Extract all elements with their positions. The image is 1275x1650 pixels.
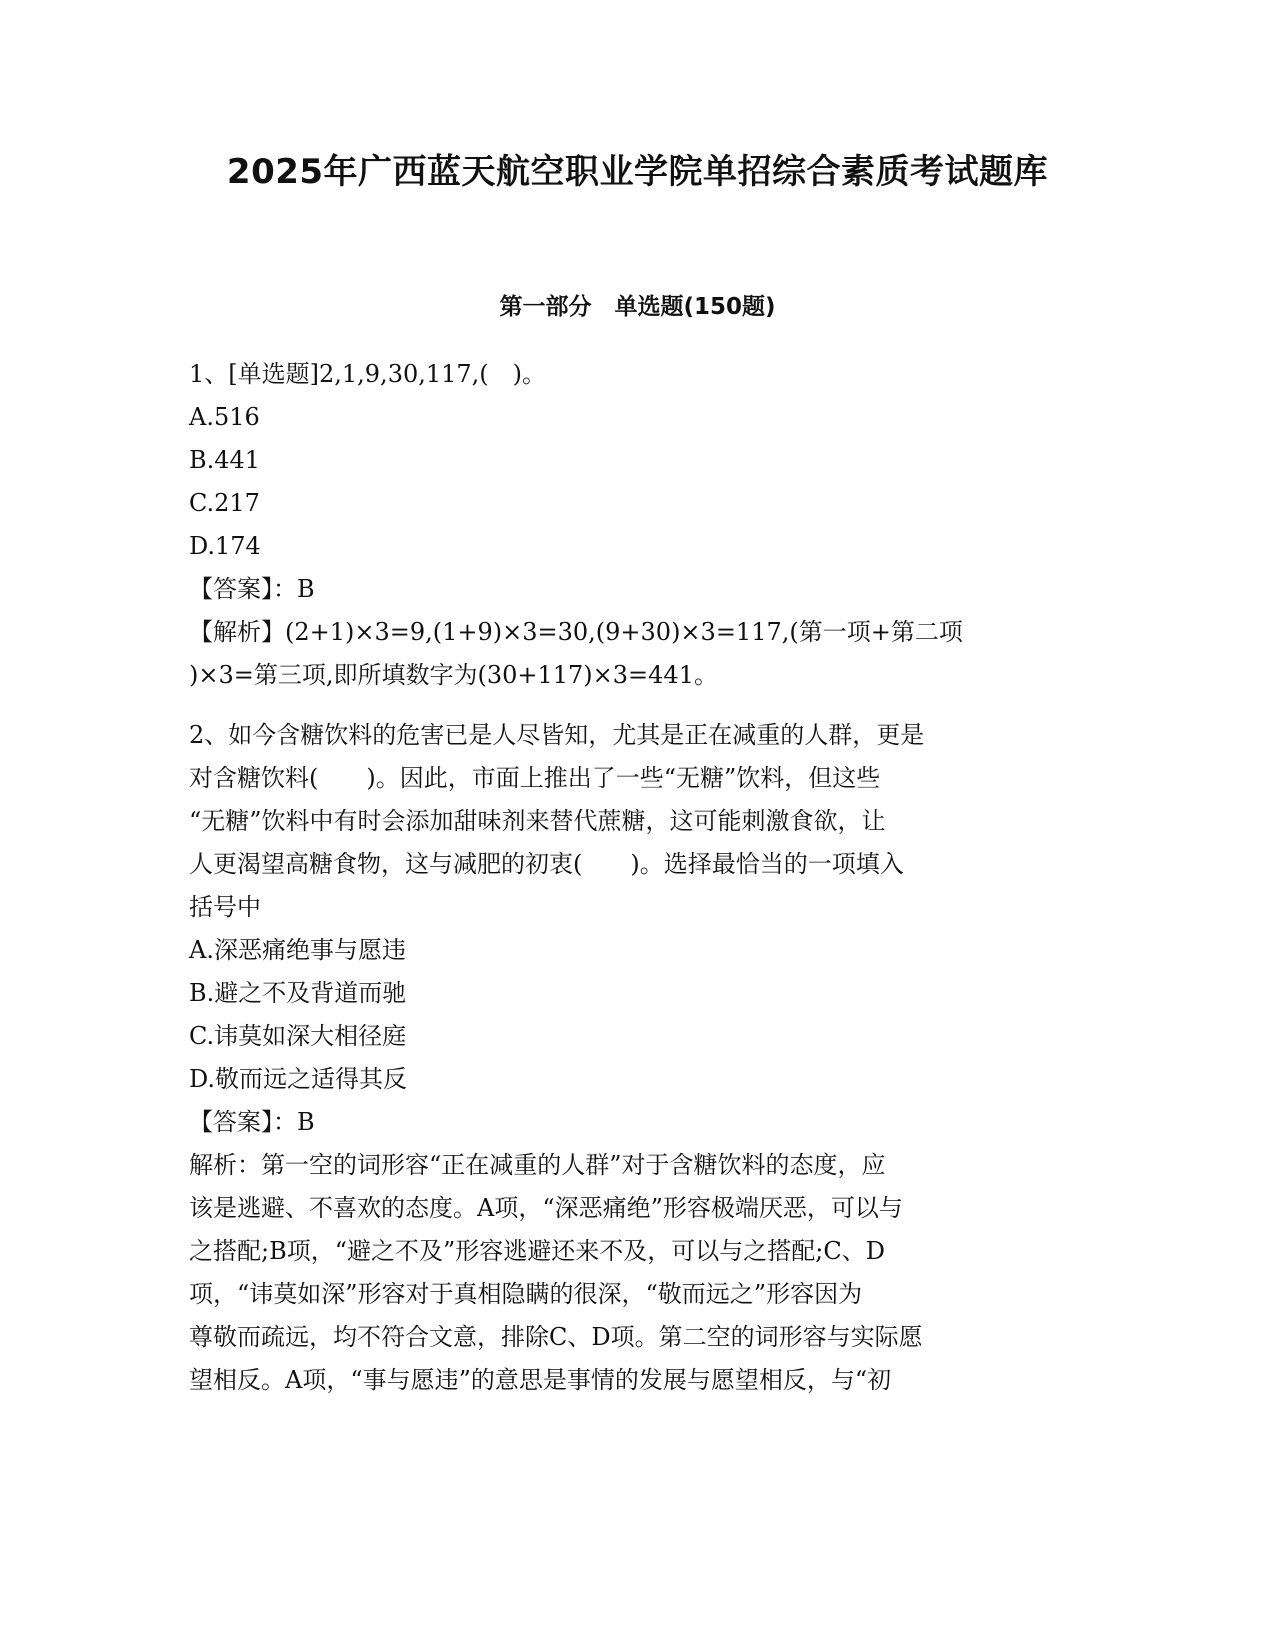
analysis-line: 【解析】(2+1)×3=9,(1+9)×3=30,(9+30)×3=117,(第一项+第二项 — [189, 618, 963, 646]
question-stem: 2、如今含糖饮料的危害已是人尽皆知，尤其是正在减重的人群，更是 — [189, 721, 925, 749]
question-stem: 人更渴望高糖食物，这与减肥的初衷( )。选择最恰当的一项填入 — [189, 850, 904, 878]
option-b: B.避之不及背道而驰 — [189, 979, 407, 1007]
analysis-line: )×3=第三项,即所填数字为(30+117)×3=441。 — [189, 661, 718, 689]
option-d: D.敬而远之适得其反 — [189, 1065, 408, 1093]
answer-line: 【答案】：B — [189, 1108, 315, 1136]
option-b: B.441 — [189, 446, 261, 474]
question-stem: “无糖”饮料中有时会添加甜味剂来替代蔗糖，这可能刺激食欲，让 — [189, 807, 886, 835]
option-a: A.深恶痛绝事与愿违 — [189, 936, 406, 964]
analysis-line: 尊敬而疏远，均不符合文意，排除C、D项。第二空的词形容与实际愿 — [189, 1323, 923, 1351]
document-title: 2025年广西蓝天航空职业学院单招综合素质考试题库 — [226, 152, 1049, 192]
question-2 — [189, 714, 1089, 1402]
answer-line: 【答案】：B — [189, 575, 315, 603]
analysis-line: 解析：第一空的词形容“正在减重的人群”对于含糖饮料的态度，应 — [189, 1151, 886, 1179]
analysis-line: 项，“讳莫如深”形容对于真相隐瞒的很深，“敬而远之”形容因为 — [189, 1280, 863, 1308]
analysis-line: 望相反。A项，“事与愿违”的意思是事情的发展与愿望相反，与“初 — [189, 1366, 892, 1394]
question-list — [189, 353, 1089, 1402]
analysis-line: 之搭配;B项，“避之不及”形容逃避还来不及，可以与之搭配;C、D — [189, 1237, 885, 1265]
question-1 — [189, 353, 1089, 697]
question-stem: 对含糖饮料( )。因此，市面上推出了一些“无糖”饮料，但这些 — [189, 764, 881, 792]
section-title: 第一部分 单选题(150题) — [499, 294, 776, 320]
analysis-line: 该是逃避、不喜欢的态度。A项，“深恶痛绝”形容极端厌恶，可以与 — [189, 1194, 903, 1222]
option-d: D.174 — [189, 532, 261, 560]
option-c: C.217 — [189, 489, 260, 517]
question-stem: 括号中 — [189, 893, 261, 921]
option-c: C.讳莫如深大相径庭 — [189, 1022, 407, 1050]
question-stem: 1、[单选题]2,1,9,30,117,( )。 — [189, 360, 547, 388]
option-a: A.516 — [189, 403, 260, 431]
